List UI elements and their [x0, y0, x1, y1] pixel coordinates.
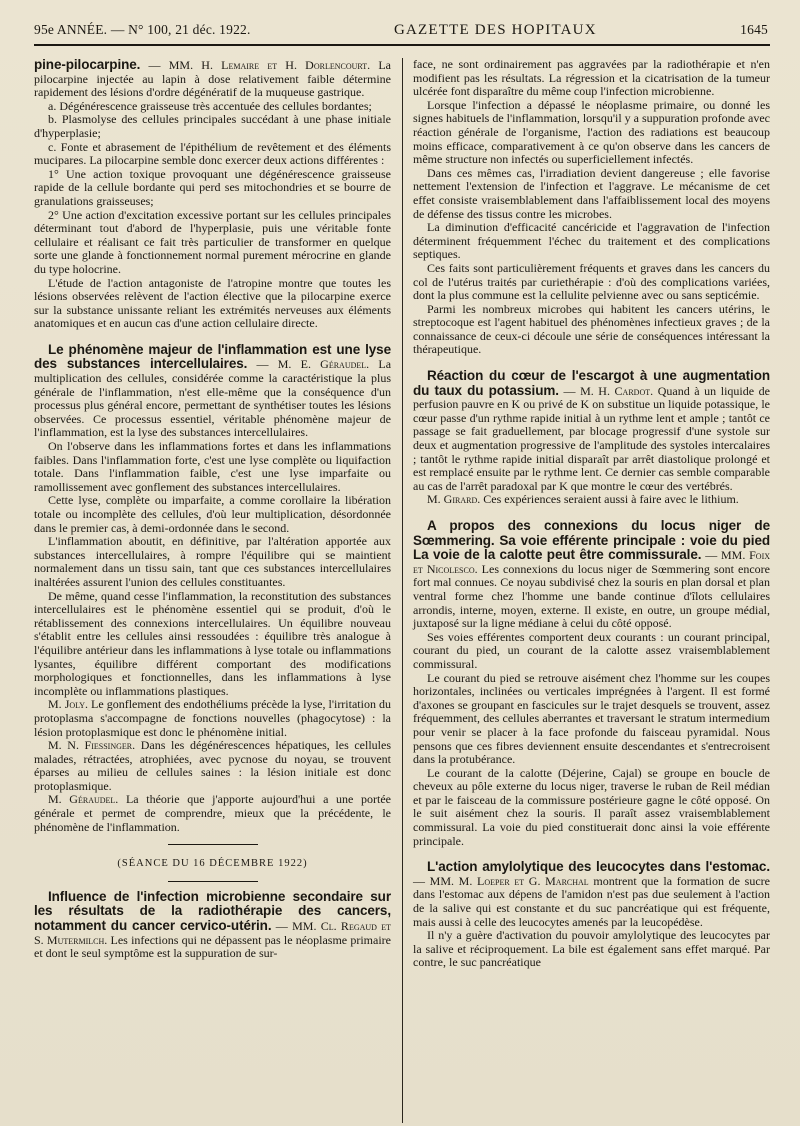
- paragraph: La diminution d'efficacité cancéricide et l'aggravation de l'infection déterminent fréquemment l'échec du traitement et des complications septiques.: [413, 220, 770, 262]
- paragraph: Ses voies efférentes comportent deux courants : un courant principal, courant du pied, un courant de la calotte assez vraisemblablement commissural.: [413, 629, 770, 671]
- paragraph: Lorsque l'infection a dépassé le néoplasme primaire, ou donné les signes habituels de l'inflammation, lorsqu'il y a suppuration profonde avec réaction générale de l'organisme, l'action des radiations est beaucoup moins efficace, comparativement à ce qu'on observe dans les cancers de même structure non infectés ou superficiellement infectés.: [413, 97, 770, 167]
- paragraph: [34, 58, 391, 100]
- section-title: Réaction du cœur de l'escargot à une augmentation du taux du potassium.: [413, 368, 770, 398]
- paragraph: Il n'y a guère d'activation du pouvoir amylolytique des leucocytes par la salive et réciproquement. La bile est également sans effet marqué. Par contre, le suc pancréatique: [413, 928, 770, 970]
- paragraph: [413, 860, 770, 929]
- paragraph-text: montrent que la formation de sucre dans l'estomac aux dépens de l'amidon n'est pas due seulement à l'action de la salive qui est constante et du suc pancréatique qui est fréquente, mais aussi à celle des leucocytes amenés par la leucopédèse.: [413, 873, 770, 929]
- paragraph: [34, 698, 391, 739]
- paragraph: L'étude de l'action antagoniste de l'atropine montre que toutes les lésions observées relèvent de l'action élective que la pilocarpine exerce sur la substance unissante reliant les extrémités nerveuses aux éléments anatomiques et en aucun cas d'une action cellulaire directe.: [34, 275, 391, 331]
- paragraph: [34, 793, 391, 834]
- paragraph: Dans ces mêmes cas, l'irradiation devient dangereuse ; elle favorise nettement l'extension de l'infection et l'aggrave. Le mécanisme de cet effet consiste vraisemblablement dans l'affaiblissement local des moyens de défense des tissus contre les microbes.: [413, 165, 770, 221]
- paragraph: Le courant de la calotte (Déjerine, Cajal) se groupe en boucle de cheveux au pôle externe du locus niger, traverse le ruban de Reil médian et par le faisceau de la commissure postérieure gagne le côté opposé. On le suit aisément chez la souris. Il paraît assez vraisemblablement commissural. La voie du pied constituerait donc ainsi la voie efférente principale.: [413, 765, 770, 848]
- session-heading: (SÉANCE DU 16 DÉCEMBRE 1922): [117, 858, 308, 870]
- running-header: [34, 22, 770, 44]
- paragraph-text: Quand à un liquide de perfusion pauvre en K ou privé de K on substitue un liquide potassique, le cœur passe d'un rythme rapide initial à un rythme lent et ample ; tantôt ce passage se fait graduellement, par blocage progressif d'une systole sur deux et augmentation progressive de l'amplitude des systoles intercalaires ; tantôt le rythme rapide initial disparaît par arrêt diastolique prolongé et est remplacé ensuite par le rythme lent. Ce dernier cas semble comparable au cas de l'arrêt paradoxal par K que montre le cœur des vertébrés.: [413, 383, 770, 493]
- paragraph-text: La pilocarpine injectée au lapin à dose relativement faible détermine rapidement des lésions d'ordre dégénératif de la muqueuse gastrique.: [34, 58, 391, 100]
- column-left: [34, 58, 391, 1123]
- paragraph: On l'observe dans les inflammations fortes et dans les inflammations faibles. Dans l'inflammation forte, c'est une lyse complète ou liquifaction totale. Dans l'inflammation faible, c'est une lyse imparfaite ou ramollissement avec gonflement des substances intercellulaires.: [34, 439, 391, 494]
- paragraph: Parmi les nombreux microbes qui habitent les cancers utérins, le streptocoque est l'agent habituel des phénomènes infectieux graves ; de la connaissance de ceux-ci découle une série de conséquences intéressant la thérapeutique.: [413, 301, 770, 357]
- authors: — MM. Cl. Regaud et S. Mutermilch.: [34, 919, 392, 947]
- paragraph: [413, 519, 770, 631]
- authors: — MM. H. Lemaire et H. Dorlencourt.: [148, 58, 371, 72]
- authors: — MM. M. Loeper et G. Marchal: [413, 873, 589, 888]
- authors: — M. H. Cardot.: [563, 383, 654, 398]
- paragraph-text: Les connexions du locus niger de Sœmmering sont encore fort mal connues. Ce noyau subdivisé chez la souris en plan dorsal et plan ventral forme chez l'homme une bande continue d'îlots cellulaires arrondis, interne, moyen, externe. Il existe, en outre, un groupe médial, juxtaposé sur la ligne médiane à celui du côté opposé.: [413, 561, 771, 631]
- paragraph: Cette lyse, complète ou imparfaite, a comme corollaire la libération totale ou incomplète des cellules, d'où leur multiplication, désordonnée dans le premier cas, à demi-ordonnée dans le second.: [34, 493, 391, 535]
- paragraph: 2° Une action d'excitation excessive portant sur les cellules principales déterminant tout d'abord de l'hyperplasie, puis une véritable fonte cellulaire et réalisant ce fait très particulier de transformer en quelque sorte une glande à fonctionnement normal purement mérocrine en glande du type holocrine.: [34, 207, 391, 276]
- text-columns: [34, 58, 770, 1123]
- paragraph: 1° Une action toxique provoquant une dégénérescence graisseuse rapide de la cellule bordante qui perd ses mitochondries et se bourre de granulations graisseuses;: [34, 166, 391, 208]
- section-title: L'action amylolytique des leucocytes dans l'estomac.: [427, 859, 770, 875]
- header-rule: [34, 44, 770, 46]
- issue-info: 95e ANNÉE. — N° 100, 21 déc. 1922.: [34, 22, 251, 37]
- authors: — MM. Foix et Nicolesco.: [413, 548, 771, 576]
- paragraph-text: La théorie que j'apporte aujourd'hui a une portée générale et permet de comprendre, mieux que la précédente, le phénomène de l'inflammation.: [34, 792, 391, 834]
- paragraph: a. Dégénérescence graisseuse très accentuée des cellules bordantes;: [48, 98, 372, 113]
- paragraph: [34, 890, 391, 961]
- journal-title: GAZETTE DES HOPITAUX: [393, 22, 597, 38]
- paragraph-text: Le gonflement des endothéliums précède la lyse, l'irritation du protoplasma s'accompagne de fonctions nouvelles (phagocytose) : la lésion protoplasmique est donc le phénomène initial.: [34, 697, 391, 739]
- authors: M. Joly.: [48, 697, 89, 712]
- section-divider: [168, 844, 258, 845]
- authors: M. Girard.: [427, 492, 481, 507]
- section-title: Le phénomène majeur de l'inflammation est une lyse des substances intercellulaires.: [34, 341, 391, 372]
- paragraph: [34, 343, 391, 440]
- section-title: pine-pilocarpine.: [34, 57, 141, 72]
- paragraph: [413, 369, 770, 493]
- paragraph: c. Fonte et abrasement de l'épithélium de revêtement et des éléments mucipares. La pilocarpine semble donc exercer deux actions différentes :: [34, 139, 391, 168]
- column-divider: [402, 58, 403, 1123]
- paragraph: De même, quand cesse l'inflammation, la reconstitution des substances intercellulaires est le phénomène essentiel qui se produit, d'où le rétablissement des connexions intercellulaires. Un équilibre nouveau s'établit entre les cellules ainsi ressoudées : équilibre très analogue à l'équilibre antérieur dans les inflammations à lyse totale ou inflammations lysantes, équilibre différent comportant des modifications morphologiques et fonctionnelles, dans les inflammations à lyse incomplète ou inflammations plastiques.: [34, 588, 391, 698]
- paragraph: Le courant du pied se retrouve aisément chez l'homme sur les coupes horizontales, inclinées ou verticales imprégnées à l'argent. Il est formé d'axones se groupant en fascicules sur le trajet desquels se trouvent, assez fréquemment, des cellules aberrantes et traversant le stratum intermedium pour venir se placer à la face profonde du faisceau pyramidal. Nous pensons que ces fibres deviennent ensuite descendantes et s'entrecroisent dans la protubérance.: [413, 670, 770, 767]
- authors: — M. E. Géraudel.: [256, 357, 370, 372]
- paragraph-text: Les infections qui ne dépassent pas le néoplasme primaire et dont le seul symptôme est la suppuration de sur-: [34, 932, 392, 961]
- paragraph: L'inflammation aboutit, en définitive, par l'altération apportée aux substances intercellulaires, à rompre l'équilibre qui se maintient normalement dans un tissu sain, tant que ces substances intercellulaires inaltérées assurent l'union des cellules constituantes.: [34, 534, 391, 589]
- paragraph: Ces faits sont particulièrement fréquents et graves dans les cancers du col de l'utérus traités par curiethérapie : d'où des complications variées, dont la plus commune est la cellulite pelvienne avec ou sans septicémie.: [413, 260, 770, 303]
- paragraph-text: La multiplication des cellules, considérée comme la caractéristique la plus générale de l'inflammation, n'est elle-même que la conséquence d'un processus plus général encore, permettant de synthétiser toutes les lésions observées. Ce processus essentiel, véritable phénomène majeur de l'inflammation, est la lyse des substances intercellulaires.: [34, 357, 392, 440]
- paragraph-text: Ces expériences seraient aussi à faire avec le lithium.: [483, 492, 739, 507]
- authors: M. Géraudel.: [48, 792, 119, 807]
- paragraph: b. Plasmolyse des cellules principales succédant à une phase initiale d'hyperplasie;: [34, 112, 391, 140]
- paragraph: face, ne sont ordinairement pas aggravées par la radiothérapie et n'en modifient pas les résultats. La régression et la cicatrisation de la tumeur ulcérée font disparaître du même coup l'infection microbienne.: [413, 57, 770, 99]
- authors: M. N. Fiessinger.: [48, 738, 136, 753]
- column-right: [413, 58, 770, 1123]
- paragraph: [413, 493, 770, 507]
- section-title: A propos des connexions du locus niger de Sœmmering. Sa voie efférente principale : voie du pied La voie de la calotte peut être commissurale.: [413, 518, 770, 563]
- section-divider: [168, 881, 258, 882]
- section-title: Influence de l'infection microbienne secondaire sur les résultats de la radiothérapie des cancers, notamment du cancer cervico-utérin.: [34, 888, 391, 934]
- paragraph: [34, 739, 391, 793]
- paragraph-text: Dans les dégénérescences hépatiques, les cellules malades, rétractées, atrophiées, avec pycnose du noyau, se trouvent éparses au milieu de cellules saines : la lésion initiale est donc protoplasmique.: [34, 738, 392, 793]
- page-number: 1645: [740, 22, 768, 37]
